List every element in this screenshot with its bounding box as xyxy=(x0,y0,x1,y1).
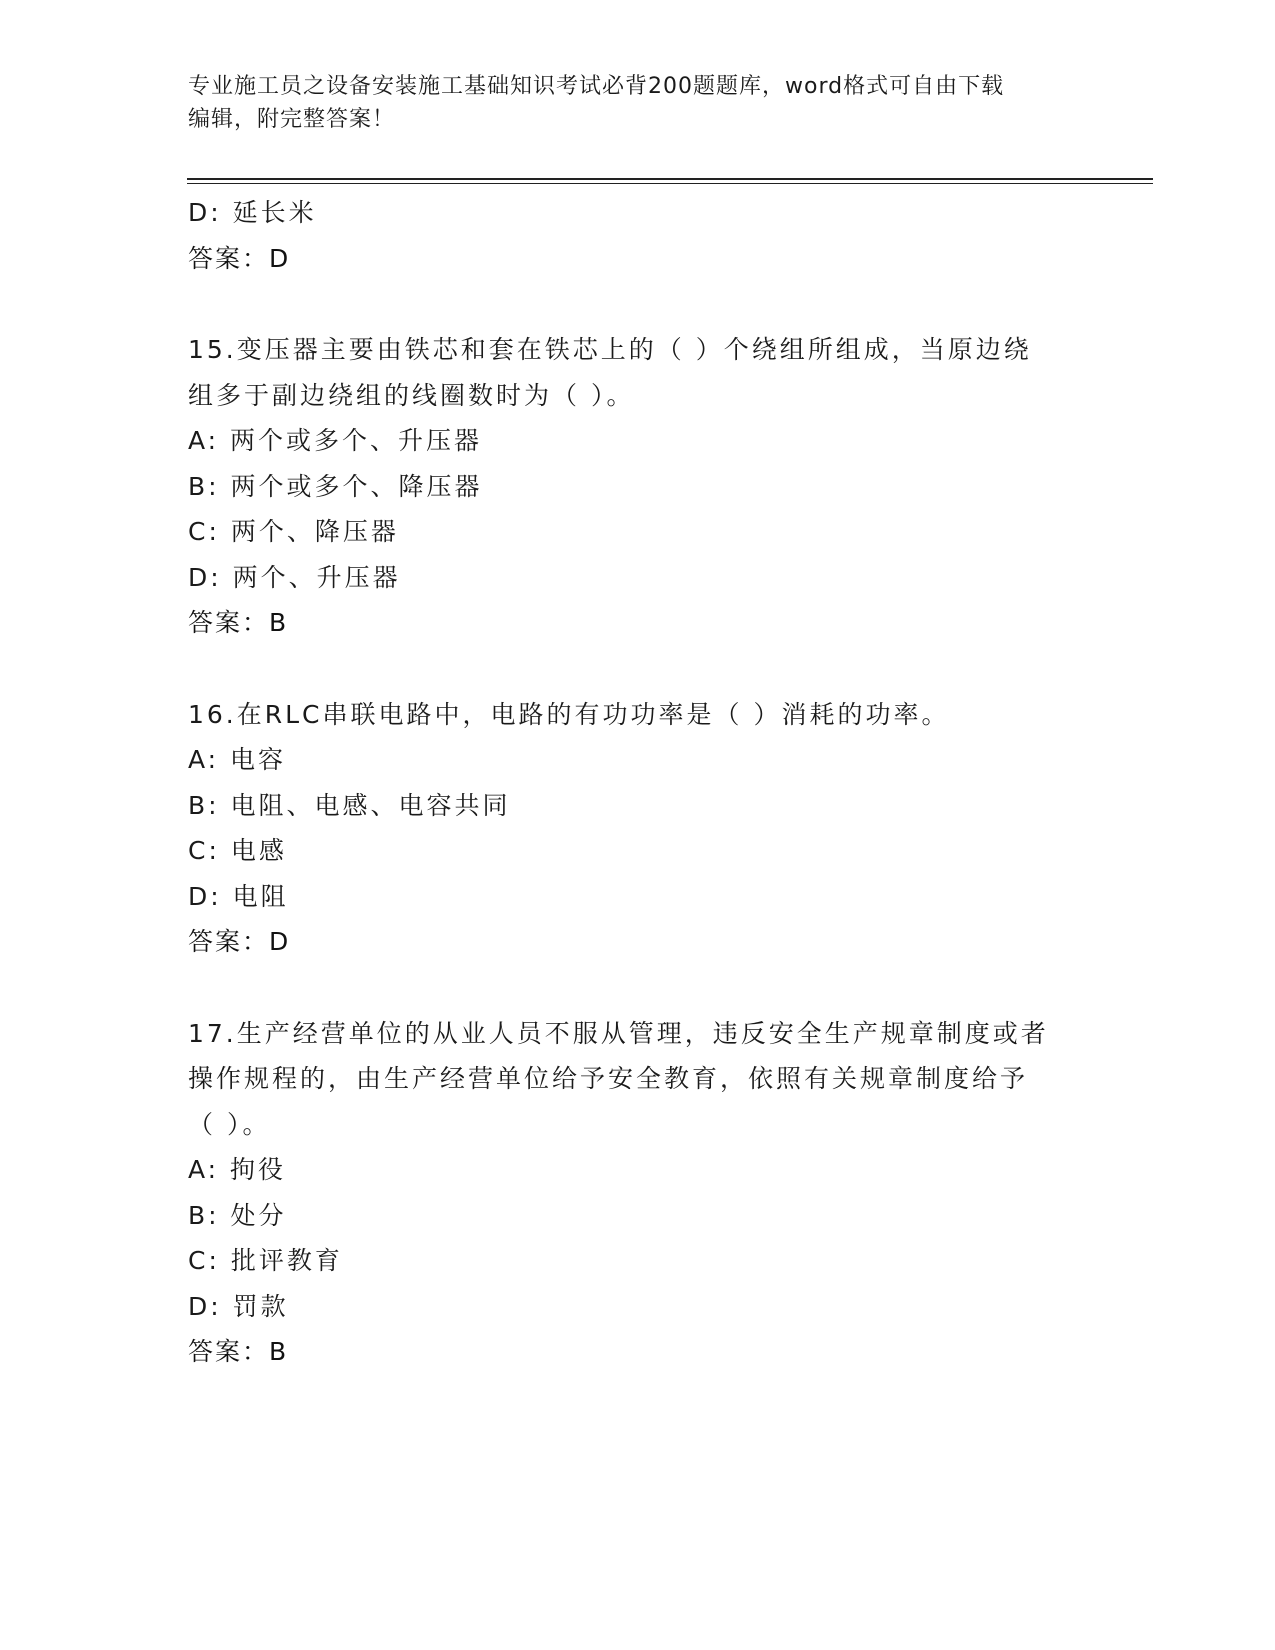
question-15-option-d: D: 两个、升压器 xyxy=(188,562,401,592)
question-15-text-line-2: 组多于副边绕组的线圈数时为（ ）。 xyxy=(188,380,635,410)
question-16-text-line-1: 16.在RLC串联电路中，电路的有功功率是（ ）消耗的功率。 xyxy=(188,699,950,729)
question-15-option-a: A: 两个或多个、升压器 xyxy=(188,426,483,455)
question-15-text-line-1: 15.变压器主要由铁芯和套在铁芯上的（ ）个绕组所组成，当原边绕 xyxy=(188,335,1032,364)
question-16-option-d: D: 电阻 xyxy=(188,881,289,911)
question-17-text-line-2: 操作规程的，由生产经营单位给予安全教育，依照有关规章制度给予 xyxy=(188,1064,1029,1093)
question-16-option-a: A: 电容 xyxy=(188,745,287,774)
header-title-line-1: 专业施工员之设备安装施工基础知识考试必背200题题库，word格式可自由下载 xyxy=(188,74,1005,99)
prev-question-option-d: D: 延长米 xyxy=(188,198,317,227)
question-16 xyxy=(188,692,1088,965)
question-15-answer: 答案：B xyxy=(188,608,289,637)
question-17-option-b: B: 处分 xyxy=(188,1200,287,1230)
question-17 xyxy=(188,1011,1088,1375)
question-16-option-b: B: 电阻、电感、电容共同 xyxy=(188,790,511,820)
question-17-option-c: C: 批评教育 xyxy=(188,1246,343,1275)
spacer xyxy=(188,281,1088,327)
question-16-answer: 答案：D xyxy=(188,927,291,956)
spacer xyxy=(188,646,1088,692)
question-15 xyxy=(188,327,1088,646)
question-15-option-c: C: 两个、降压器 xyxy=(188,517,399,546)
header-divider-thin xyxy=(187,183,1153,184)
question-17-text-line-1: 17.生产经营单位的从业人员不服从管理，违反安全生产规章制度或者 xyxy=(188,1018,1049,1048)
header-title-line-2: 编辑，附完整答案！ xyxy=(188,107,396,132)
spacer xyxy=(188,965,1088,1011)
question-17-answer: 答案：B xyxy=(188,1337,289,1366)
question-17-option-d: D: 罚款 xyxy=(188,1291,289,1321)
question-15-option-b: B: 两个或多个、降压器 xyxy=(188,471,483,501)
question-17-text-line-3: （ ）。 xyxy=(188,1109,271,1139)
header-divider-thick xyxy=(187,178,1153,180)
question-content xyxy=(188,190,1088,1375)
question-17-option-a: A: 拘役 xyxy=(188,1155,287,1184)
question-16-option-c: C: 电感 xyxy=(188,836,287,865)
document-header xyxy=(188,70,1088,136)
prev-question-answer: 答案：D xyxy=(188,243,291,273)
